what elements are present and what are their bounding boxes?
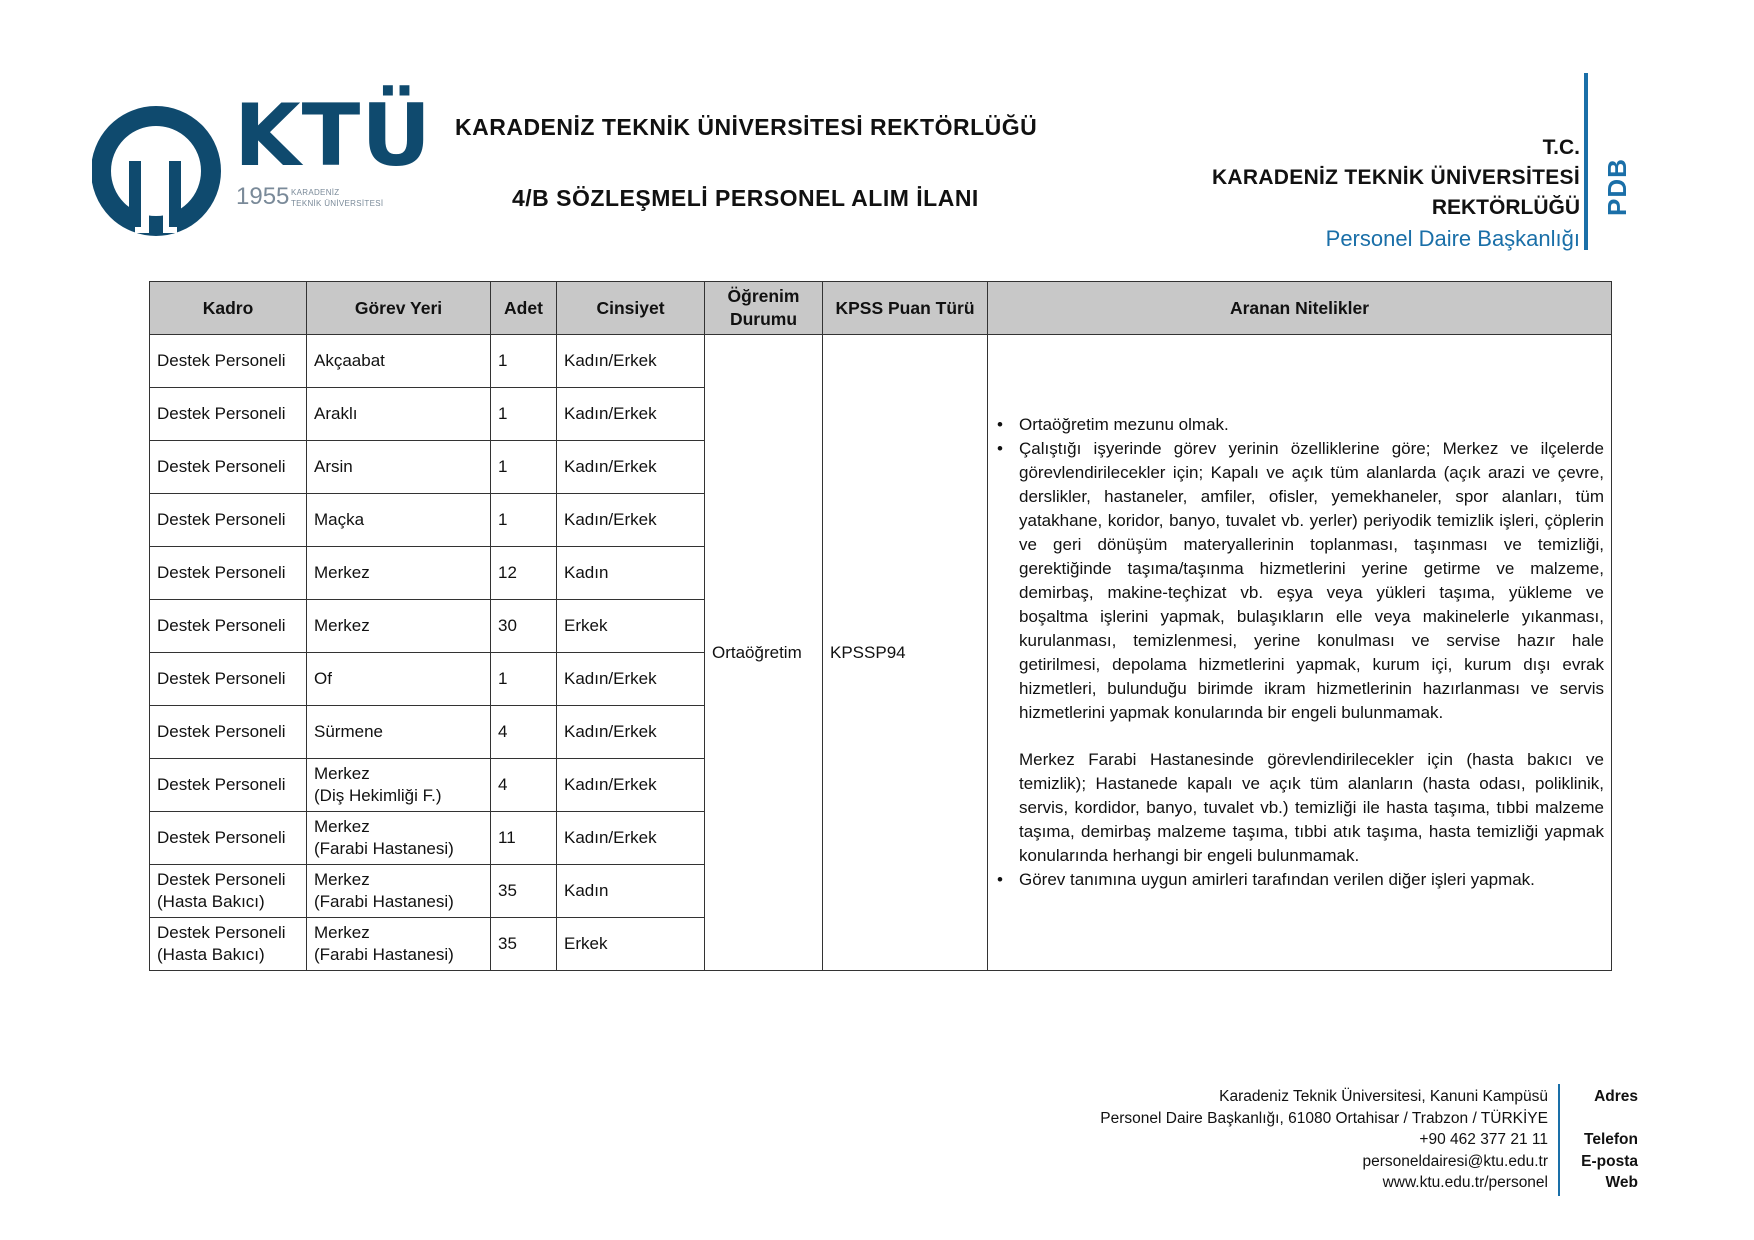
cell-adet: 1 bbox=[491, 335, 557, 388]
page-subtitle: 4/B SÖZLEŞMELİ PERSONEL ALIM İLANI bbox=[512, 185, 979, 211]
cell-kadro: Destek Personeli (Hasta Bakıcı) bbox=[150, 865, 307, 918]
footer-address-line1: Karadeniz Teknik Üniversitesi, Kanuni Kampüsü bbox=[1219, 1088, 1548, 1105]
ktu-logo bbox=[92, 86, 433, 235]
cell-adet: 35 bbox=[491, 865, 557, 918]
cell-kadro: Destek Personeli bbox=[150, 441, 307, 494]
requirements-list bbox=[995, 413, 1604, 892]
cell-gorev-yeri: Araklı bbox=[307, 388, 491, 441]
cell-adet: 4 bbox=[491, 706, 557, 759]
cell-cinsiyet: Kadın/Erkek bbox=[557, 388, 705, 441]
cell-adet: 1 bbox=[491, 388, 557, 441]
cell-adet: 35 bbox=[491, 918, 557, 971]
footer-phone: +90 462 377 21 11 bbox=[1419, 1131, 1548, 1148]
cell-gorev-yeri: Arsin bbox=[307, 441, 491, 494]
cell-gorev-yeri: Maçka bbox=[307, 494, 491, 547]
cell-gorev-yeri: Merkez bbox=[307, 600, 491, 653]
table-header-row bbox=[150, 282, 1612, 335]
cell-cinsiyet: Erkek bbox=[557, 600, 705, 653]
col-adet: Adet bbox=[491, 282, 557, 335]
cell-cinsiyet: Kadın/Erkek bbox=[557, 335, 705, 388]
cell-gorev-yeri: Merkez (Farabi Hastanesi) bbox=[307, 865, 491, 918]
cell-kadro: Destek Personeli bbox=[150, 335, 307, 388]
logo-year: 1955 bbox=[236, 183, 290, 210]
logo-wordmark: KTÜ bbox=[234, 86, 433, 186]
table-row bbox=[150, 335, 1612, 388]
cell-cinsiyet: Kadın/Erkek bbox=[557, 706, 705, 759]
footer-contact bbox=[1100, 1086, 1548, 1194]
cell-cinsiyet: Erkek bbox=[557, 918, 705, 971]
logo-subtitle: KARADENİZ TEKNİK ÜNİVERSİTESİ bbox=[291, 188, 384, 208]
cell-kpss: KPSSP94 bbox=[823, 335, 988, 971]
requirement-item: • Çalıştığı işyerinde görev yerinin özelliklerine göre; Merkez ve ilçelerde görevlendirilecekler için; Kapalı ve açık tüm alanlarda (açık arazi ve çevre, derslikler, hastaneler, amfiler, ofisler, yemekhaneler, spor alanları, tüm yatakhane, koridor, banyo, tuvalet vb. yerler) periyodik temizlik işleri, çöplerin ve geri dönüşüm materyallerinin toplanması, taşınması ve temizliği, gerektiğinde taşıma/taşınma hizmetlerini yerine getirme ve malzeme, demirbaş, makine-teçhizat vb. eşya veya yükleri taşıma, yükleme ve boşaltma işlerini yapmak, bulaşıkların elle veya makinelerle yıkanması, kurulanması, temizlenmesi, yerine konulması ve servise hazır hale getirilmesi, depolama hizmetlerini yapmak, kurum içi, kurum dışı evrak hizmetleri, bulunduğu birimde ikram hizmetlerinin hazırlanması ve servis hizmetlerini yapmak konularında bir engeli bulunmamak. Merkez Farabi Hastanesinde görevlendirilecekler için (hasta bakıcı ve temizlik); Hastanede kapalı ve açık tüm alanların (hasta odası, poliklinik, servis, kordidor, banyo, tuvalet vb.) temizliği ile hasta taşıma, tıbbi malzeme taşıma, demirbaş malzeme taşıma, tıbbi atık taşıma, hasta temizliği yapmak konularında herhangi bir engeli bulunmamak. bbox=[997, 439, 1604, 865]
footer-label-phone: Telefon bbox=[1584, 1131, 1638, 1148]
col-nitelikler: Aranan Nitelikler bbox=[988, 282, 1612, 335]
job-table bbox=[149, 281, 1612, 971]
requirement-item: • Görev tanımına uygun amirleri tarafından verilen diğer işleri yapmak. bbox=[997, 870, 1535, 889]
cell-kadro: Destek Personeli bbox=[150, 494, 307, 547]
footer-divider bbox=[1558, 1084, 1560, 1196]
footer-email[interactable]: personeldairesi@ktu.edu.tr bbox=[1362, 1152, 1548, 1170]
cell-kadro: Destek Personeli (Hasta Bakıcı) bbox=[150, 918, 307, 971]
cell-adet: 1 bbox=[491, 494, 557, 547]
cell-adet: 4 bbox=[491, 759, 557, 812]
cell-gorev-yeri: Of bbox=[307, 653, 491, 706]
footer-label-email: E-posta bbox=[1581, 1152, 1638, 1170]
cell-adet: 30 bbox=[491, 600, 557, 653]
cell-gorev-yeri: Merkez (Farabi Hastanesi) bbox=[307, 918, 491, 971]
cell-kadro: Destek Personeli bbox=[150, 812, 307, 865]
col-kadro: Kadro bbox=[150, 282, 307, 335]
ktu-emblem-icon bbox=[92, 105, 224, 237]
cell-kadro: Destek Personeli bbox=[150, 600, 307, 653]
cell-adet: 1 bbox=[491, 653, 557, 706]
footer-address-line2: Personel Daire Başkanlığı, 61080 Ortahisar / Trabzon / TÜRKİYE bbox=[1100, 1109, 1548, 1127]
col-kpss: KPSS Puan Türü bbox=[823, 282, 988, 335]
col-gorev-yeri: Görev Yeri bbox=[307, 282, 491, 335]
cell-cinsiyet: Kadın bbox=[557, 547, 705, 600]
cell-ogrenim: Ortaöğretim bbox=[705, 335, 823, 971]
footer-label-web: Web bbox=[1605, 1174, 1638, 1191]
cell-nitelikler bbox=[988, 335, 1612, 971]
footer-labels bbox=[1581, 1086, 1638, 1194]
cell-gorev-yeri: Merkez (Diş Hekimliği F.) bbox=[307, 759, 491, 812]
pdb-badge: PDB bbox=[1602, 158, 1632, 216]
cell-adet: 12 bbox=[491, 547, 557, 600]
cell-cinsiyet: Kadın/Erkek bbox=[557, 812, 705, 865]
col-cinsiyet: Cinsiyet bbox=[557, 282, 705, 335]
cell-gorev-yeri: Akçaabat bbox=[307, 335, 491, 388]
page-title: KARADENİZ TEKNİK ÜNİVERSİTESİ REKTÖRLÜĞÜ bbox=[455, 114, 1038, 140]
cell-cinsiyet: Kadın/Erkek bbox=[557, 759, 705, 812]
header-university: KARADENİZ TEKNİK ÜNİVERSİTESİ bbox=[1211, 166, 1580, 189]
cell-gorev-yeri: Merkez bbox=[307, 547, 491, 600]
cell-adet: 11 bbox=[491, 812, 557, 865]
requirement-item: • Ortaöğretim mezunu olmak. bbox=[997, 415, 1229, 434]
cell-cinsiyet: Kadın/Erkek bbox=[557, 494, 705, 547]
header-department: Personel Daire Başkanlığı bbox=[1325, 226, 1580, 251]
cell-kadro: Destek Personeli bbox=[150, 706, 307, 759]
cell-kadro: Destek Personeli bbox=[150, 388, 307, 441]
footer-web[interactable]: www.ktu.edu.tr/personel bbox=[1382, 1174, 1548, 1191]
cell-cinsiyet: Kadın/Erkek bbox=[557, 441, 705, 494]
cell-adet: 1 bbox=[491, 441, 557, 494]
header-rektorluk: REKTÖRLÜĞÜ bbox=[1431, 196, 1580, 219]
cell-kadro: Destek Personeli bbox=[150, 759, 307, 812]
cell-gorev-yeri: Merkez (Farabi Hastanesi) bbox=[307, 812, 491, 865]
header-tc: T.C. bbox=[1542, 136, 1580, 159]
cell-kadro: Destek Personeli bbox=[150, 653, 307, 706]
cell-gorev-yeri: Sürmene bbox=[307, 706, 491, 759]
cell-cinsiyet: Kadın bbox=[557, 865, 705, 918]
header-divider bbox=[1584, 73, 1588, 250]
col-ogrenim: Öğrenim Durumu bbox=[705, 282, 823, 335]
cell-kadro: Destek Personeli bbox=[150, 547, 307, 600]
footer-label-address: Adres bbox=[1594, 1088, 1638, 1105]
cell-cinsiyet: Kadın/Erkek bbox=[557, 653, 705, 706]
